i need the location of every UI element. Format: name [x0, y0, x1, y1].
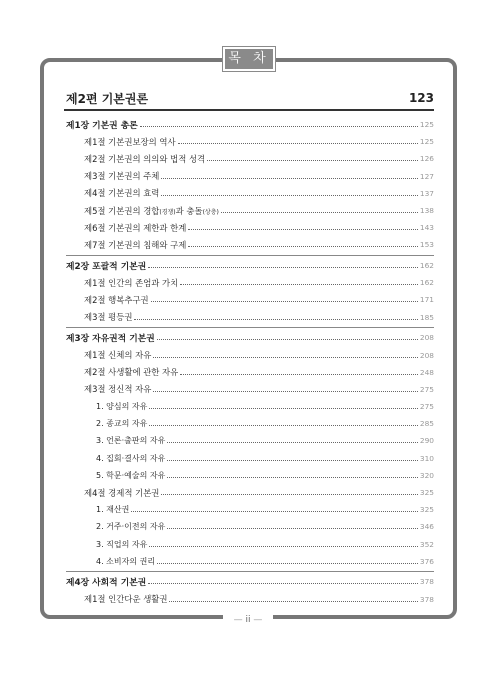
toc-section[interactable] — [66, 346, 434, 363]
toc-entry-text: 2. 거주·이전의 자유 — [96, 522, 166, 532]
toc-entry-title — [84, 239, 186, 251]
toc-entry-text: 제1절 기본권보장의 역사 — [84, 136, 176, 147]
leader-dots — [149, 546, 418, 547]
toc-entry-text: 제1절 인간의 존엄과 가치 — [84, 277, 179, 288]
toc-section[interactable] — [66, 185, 434, 202]
toc-entry-text: 제7절 기본권의 침해와 구제 — [84, 239, 187, 250]
toc-entry-title — [84, 170, 159, 182]
toc-entry-text: 3. 직업의 자유 — [96, 539, 148, 549]
toc-section[interactable] — [66, 381, 434, 398]
toc-entry-title — [96, 418, 147, 429]
toc-section[interactable] — [66, 484, 434, 501]
toc-section[interactable] — [66, 274, 434, 291]
toc-entry-note: (경쟁) — [159, 208, 176, 216]
toc-entry-title — [66, 259, 146, 272]
toc-section[interactable] — [66, 202, 434, 219]
toc-entry-text: 제4절 경제적 기본권 — [84, 487, 160, 498]
toc-entry-title — [96, 401, 147, 412]
leader-dots — [149, 425, 418, 426]
toc-entry-title — [96, 470, 165, 481]
toc-entry-title — [84, 222, 186, 234]
toc-entry-text: 제1장 기본권 총론 — [66, 121, 138, 132]
toc-entry-text: 제2절 행복추구권 — [84, 294, 149, 305]
toc-entry-title — [66, 331, 155, 344]
toc-subsection[interactable] — [66, 432, 434, 449]
toc-entry-page: 248 — [419, 367, 434, 377]
toc-entry-page: 137 — [419, 188, 434, 198]
toc-entry-text: 2. 종교의 자유 — [96, 419, 148, 429]
toc-entry-page: 208 — [419, 333, 434, 343]
toc-entry-page: 125 — [419, 120, 434, 130]
toc-entry-title — [96, 556, 155, 567]
toc-entry-page: 162 — [419, 278, 434, 288]
toc-heading: 목 차 — [223, 47, 275, 71]
toc-entry-page: 352 — [419, 539, 434, 549]
toc-entry-page: 275 — [419, 402, 434, 412]
toc-list — [66, 116, 434, 608]
toc-entry-title — [66, 118, 138, 131]
toc-entry-title — [84, 205, 219, 217]
toc-entry-page: 378 — [419, 577, 434, 587]
toc-entry-note: (상충) — [202, 208, 219, 216]
toc-subsection[interactable] — [66, 553, 434, 570]
toc-entry-title — [84, 487, 159, 499]
part-heading[interactable] — [66, 88, 434, 108]
toc-subsection[interactable] — [66, 450, 434, 467]
toc-entry-text: 제5절 기본권의 경합 — [84, 205, 160, 216]
toc-section[interactable] — [66, 168, 434, 185]
leader-dots — [153, 357, 418, 358]
leader-dots — [157, 563, 418, 564]
toc-entry-title — [84, 593, 167, 605]
toc-subsection[interactable] — [66, 467, 434, 484]
part-page: 123 — [408, 91, 434, 105]
toc-entry-text: 3. 언론·출판의 자유 — [96, 436, 166, 446]
toc-subsection[interactable] — [66, 536, 434, 553]
leader-dots — [221, 212, 418, 213]
leader-dots — [148, 267, 418, 268]
toc-entry-page: 290 — [419, 436, 434, 446]
toc-entry-page: 320 — [419, 470, 434, 480]
toc-subsection[interactable] — [66, 415, 434, 432]
leader-dots — [167, 442, 418, 443]
leader-dots — [188, 246, 418, 247]
toc-entry-text: 제2장 포괄적 기본권 — [66, 262, 147, 273]
toc-entry-page: 275 — [419, 384, 434, 394]
toc-entry-title — [84, 294, 149, 306]
toc-section[interactable] — [66, 591, 434, 608]
toc-subsection[interactable] — [66, 398, 434, 415]
leader-dots — [161, 494, 418, 495]
toc-chapter[interactable] — [66, 327, 434, 346]
leader-dots — [180, 284, 418, 285]
toc-entry-title — [84, 349, 151, 361]
toc-entry-text: 제2절 기본권의 의의와 법적 성격 — [84, 153, 206, 164]
toc-chapter[interactable] — [66, 571, 434, 590]
toc-entry-title — [84, 153, 205, 165]
toc-entry-text: 과 충돌 — [175, 205, 203, 216]
leader-dots — [169, 601, 417, 602]
toc-entry-title — [84, 187, 159, 199]
leader-dots — [148, 583, 418, 584]
toc-entry-title — [66, 575, 146, 588]
toc-entry-text: 제4절 기본권의 효력 — [84, 188, 160, 199]
toc-entry-page: 153 — [419, 240, 434, 250]
toc-entry-title — [84, 277, 178, 289]
toc-entry-page: 171 — [419, 295, 434, 305]
toc-entry-page: 127 — [419, 171, 434, 181]
toc-entry-text: 제2절 사생활에 관한 자유 — [84, 367, 179, 378]
toc-entry-page: 143 — [419, 223, 434, 233]
toc-entry-title — [96, 435, 165, 446]
leader-dots — [149, 408, 418, 409]
toc-chapter[interactable] — [66, 255, 434, 274]
toc-entry-text: 제3절 평등권 — [84, 312, 133, 323]
toc-entry-text: 제3절 정신적 자유 — [84, 384, 152, 395]
toc-entry-text: 5. 학문·예술의 자유 — [96, 470, 166, 480]
leader-dots — [134, 319, 417, 320]
toc-entry-text: 4. 집회·결사의 자유 — [96, 453, 166, 463]
toc-entry-page: 162 — [419, 261, 434, 271]
page-number-label: ii — [245, 615, 251, 625]
leader-dots — [161, 178, 418, 179]
toc-entry-text: 1. 양심의 자유 — [96, 402, 148, 412]
toc-entry-page: 325 — [419, 505, 434, 515]
toc-entry-title — [96, 504, 129, 515]
toc-section[interactable] — [66, 236, 434, 253]
page-number: — ii — — [223, 612, 273, 628]
toc-section[interactable] — [66, 291, 434, 308]
toc-section[interactable] — [66, 150, 434, 167]
leader-dots — [140, 126, 418, 127]
toc-entry-page: 310 — [419, 453, 434, 463]
toc-chapter[interactable] — [66, 116, 434, 133]
toc-entry-title — [96, 539, 147, 550]
toc-entry-title — [84, 311, 132, 323]
toc-entry-text: 제3절 기본권의 주체 — [84, 171, 160, 182]
toc-subsection[interactable] — [66, 518, 434, 535]
toc-entry-text: 제1절 인간다운 생활권 — [84, 594, 168, 605]
toc-entry-text: 제3장 자유권적 기본권 — [66, 334, 155, 345]
toc-entry-text: 제4장 사회적 기본권 — [66, 578, 147, 589]
toc-entry-text: 1. 재산권 — [96, 505, 130, 515]
toc-entry-title — [96, 521, 165, 532]
toc-section[interactable] — [66, 133, 434, 150]
toc-entry-text: 제1절 신체의 자유 — [84, 350, 152, 361]
toc-entry-text: 제6절 기본권의 제한과 한계 — [84, 222, 187, 233]
leader-dots — [167, 528, 418, 529]
toc-subsection[interactable] — [66, 501, 434, 518]
toc-entry-page: 208 — [419, 350, 434, 360]
leader-dots — [161, 195, 418, 196]
leader-dots — [207, 160, 418, 161]
leader-dots — [131, 511, 418, 512]
toc-entry-page: 126 — [419, 154, 434, 164]
part-title: 제2편 기본권론 — [66, 91, 149, 106]
leader-dots — [180, 374, 418, 375]
toc-entry-title — [84, 383, 151, 395]
toc-entry-page: 138 — [419, 206, 434, 216]
toc-entry-page: 285 — [419, 419, 434, 429]
leader-dots — [157, 339, 418, 340]
leader-dots — [167, 460, 418, 461]
toc-section[interactable] — [66, 364, 434, 381]
leader-dots — [151, 301, 418, 302]
leader-dots — [153, 391, 418, 392]
toc-entry-page: 378 — [419, 594, 434, 604]
toc-entry-page: 125 — [419, 137, 434, 147]
toc-entry-page: 346 — [419, 522, 434, 532]
leader-dots — [188, 229, 418, 230]
leader-dots — [178, 143, 418, 144]
toc-entry-page: 185 — [419, 312, 434, 322]
toc-entry-title — [84, 136, 176, 148]
part-underline — [64, 109, 434, 111]
toc-entry-page: 376 — [419, 556, 434, 566]
leader-dots — [167, 477, 418, 478]
toc-entry-text: 4. 소비자의 권리 — [96, 556, 156, 566]
toc-section[interactable] — [66, 219, 434, 236]
toc-entry-page: 325 — [419, 488, 434, 498]
toc-entry-title — [96, 453, 165, 464]
toc-entry-title — [84, 366, 178, 378]
toc-section[interactable] — [66, 309, 434, 326]
